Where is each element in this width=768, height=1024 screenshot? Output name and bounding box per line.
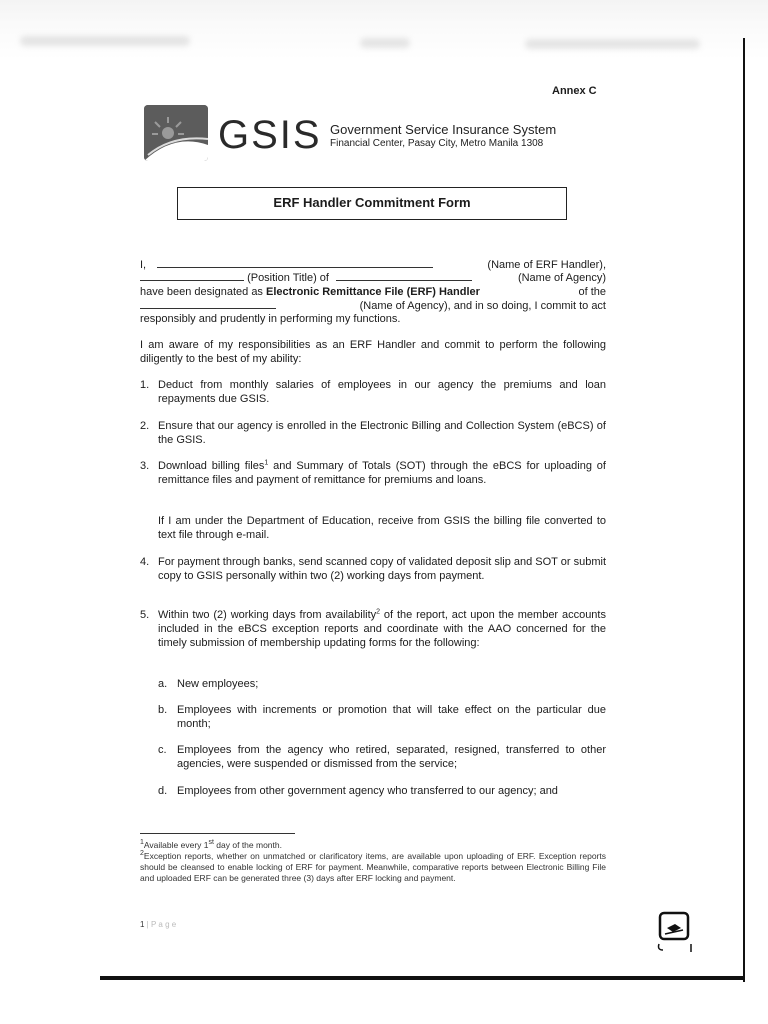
scan-smudge [360,38,410,48]
item-text-deped: If I am under the Department of Education, receive from GSIS the billing file converted to text file through e-mail. [158,515,606,542]
agency-address: Financial Center, Pasay City, Metro Manila 1308 [330,138,544,149]
subitem-text: Employees from the agency who retired, separated, resigned, transferred to other agencies, were suspended or dismissed from the service; [177,744,606,771]
intro-line-1: I, (Name of ERF Handler), [140,259,606,271]
footnote-rule [140,833,295,834]
scan-shadow [0,0,768,60]
item-number: 2. [140,420,150,432]
handler-name-blank[interactable] [157,258,433,268]
subitem-letter: c. [158,744,167,756]
item-number: 1. [140,379,150,391]
subitem-letter: a. [158,678,168,690]
item-text: Within two (2) working days from availability$^2$ of the report, act upon the member accounts included in the eBCS exception reports and coordinate with the AAO concerned for the timely submission of membership updating forms for the following: [158,608,606,650]
intro-line-2: (Position Title) of (Name of Agency) [140,271,606,285]
subitem-letter: d. [158,785,168,797]
form-title: ERF Handler Commitment Form [273,195,471,210]
scan-smudge [525,39,700,49]
annex-label: Annex C [552,85,597,97]
item-text: For payment through banks, send scanned copy of validated deposit slip and SOT or submit copy to GSIS personally within two (2) working days from payment. [158,556,606,583]
agency-name: Government Service Insurance System [330,122,557,137]
item-number: 3. [140,460,150,472]
initials-stamp-icon [655,910,695,954]
item-text: Deduct from monthly salaries of employees in our agency the premiums and loan repayments due GSIS. [158,379,606,406]
subitem-text: Employees from other government agency who transferred to our agency; and [177,785,558,797]
footnote-1: $^1$Available every 1st day of the month. [140,839,282,850]
footnote-2: $^2$Exception reports, whether on unmatched or clarificatory items, are available upon uploading of ERF. Exception reports should be cleansed to enable locking of ERF for payment. Meanwhile, comparative reports between Electronic Billing File and uploaded ERF can be generated three (3) days after ERF locking and payment. [140,850,606,883]
gsis-logo-icon [144,105,208,161]
intro-line-4: (Name of Agency), and in so doing, I commit to act [140,299,606,313]
item-number: 5. [140,609,150,621]
page-number: 1 | P a g e [140,920,177,929]
item-text: Download billing files$^1$ and Summary of Totals (SOT) through the eBCS for uploading of remittance files and payment of remittance for premiums and loans. [158,459,606,487]
subitem-text: Employees with increments or promotion that will take effect on the particular due month; [177,704,606,731]
subitem-letter: b. [158,704,168,716]
agency-name-blank[interactable] [336,271,472,281]
form-title-box [177,187,567,220]
intro-line-3: have been designated as Electronic Remittance File (ERF) Handler of the [140,286,606,298]
item-number: 4. [140,556,150,568]
brand-wordmark: GSIS [218,113,322,157]
item-text: Ensure that our agency is enrolled in the Electronic Billing and Collection System (eBCS) of the GSIS. [158,420,606,447]
awareness-paragraph: I am aware of my responsibilities as an ERF Handler and commit to perform the following diligently to the best of my ability: [140,339,606,366]
position-title-blank[interactable] [140,271,244,281]
intro-line-5: responsibly and prudently in performing my functions. [140,313,401,325]
subitem-text: New employees; [177,678,259,690]
agency-name-blank-2[interactable] [140,299,276,309]
page-edge-right [743,38,745,982]
scan-smudge [20,36,190,46]
page-edge-bottom [100,976,745,980]
